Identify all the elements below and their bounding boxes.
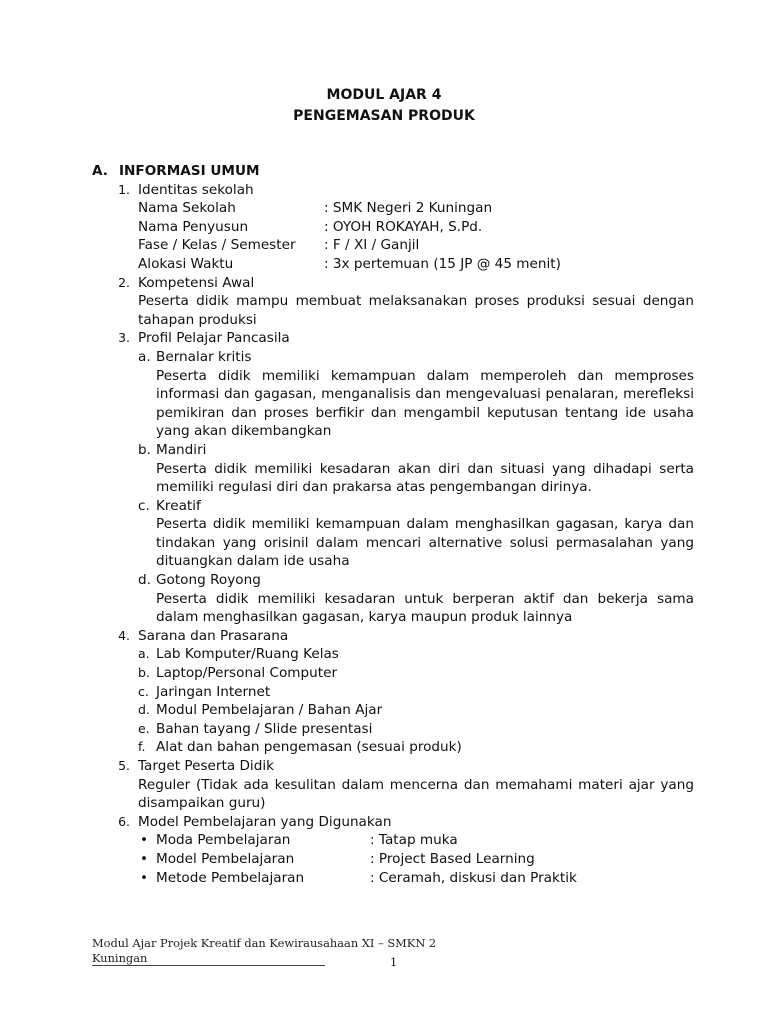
item-title: Profil Pelajar Pancasila xyxy=(138,330,290,347)
sub-item-paragraph: Peserta didik memiliki kesadaran akan diri dan situasi yang dihadapi serta memiliki regulasi diri dan prakarsa atas pengembangan dirinya. xyxy=(156,460,694,496)
facility-text: Lab Komputer/Ruang Kelas xyxy=(156,646,339,663)
sub-item-title: Bernalar kritis xyxy=(156,348,252,365)
info-row xyxy=(92,236,694,255)
sub-item xyxy=(92,497,694,516)
sub-item xyxy=(92,348,694,367)
item-title: Model Pembelajaran yang Digunakan xyxy=(138,813,392,830)
info-key: Nama Penyusun xyxy=(138,218,249,235)
page-number: 1 xyxy=(390,955,398,969)
facility-text: Jaringan Internet xyxy=(156,683,271,700)
item-number: 5. xyxy=(118,758,130,773)
item-title: Kompetensi Awal xyxy=(138,274,255,291)
footer-divider xyxy=(92,965,325,966)
facility-item xyxy=(92,683,694,702)
sub-item-marker: c. xyxy=(138,497,150,514)
facility-text: Alat dan bahan pengemasan (sesuai produk) xyxy=(156,739,462,756)
item-number: 3. xyxy=(118,330,130,346)
list-item-kompetensi xyxy=(92,274,694,293)
document-subtitle: PENGEMASAN PRODUK xyxy=(293,108,475,124)
facility-marker: f. xyxy=(138,739,146,755)
bullet-icon: • xyxy=(140,832,149,849)
list-item-model xyxy=(92,813,694,832)
item-number: 1. xyxy=(118,181,130,197)
facility-marker: d. xyxy=(138,702,150,718)
info-value: : F / XI / Ganjil xyxy=(324,237,420,254)
facility-text: Laptop/Personal Computer xyxy=(156,665,338,682)
section-heading xyxy=(92,162,694,181)
sub-item-paragraph: Peserta didik memiliki kemampuan dalam memperoleh dan memproses informasi dan gagasan, menganalisis dan mengevaluasi penalaran, merefleksi pemikiran dan proses berfikir dan mengambil keputusan tentang ide usaha yang akan dikembangkan xyxy=(156,367,694,440)
list-item-target xyxy=(92,757,694,776)
item-paragraph: Peserta didik mampu membuat melaksanakan proses produksi sesuai dengan tahapan produksi xyxy=(138,293,694,328)
bullet-row xyxy=(92,869,694,888)
sub-item xyxy=(92,571,694,590)
facility-item xyxy=(92,645,694,664)
item-title: Sarana dan Prasarana xyxy=(138,627,289,644)
bullet-value: : Ceramah, diskusi dan Praktik xyxy=(370,869,577,886)
info-value: : OYOH ROKAYAH, S.Pd. xyxy=(324,218,483,235)
item-paragraph: Reguler (Tidak ada kesulitan dalam mencerna dan memahami materi ajar yang disampaikan guru) xyxy=(138,776,694,812)
list-item-sarana xyxy=(92,627,694,646)
info-key: Fase / Kelas / Semester xyxy=(138,237,296,254)
section-marker: A. xyxy=(92,163,108,179)
facility-marker: b. xyxy=(138,665,150,681)
facility-text: Modul Pembelajaran / Bahan Ajar xyxy=(156,702,383,719)
document-body xyxy=(92,162,694,887)
list-item-profil xyxy=(92,329,694,348)
list-item-identitas xyxy=(92,181,694,200)
page-footer: Modul Ajar Projek Kreatif dan Kewirausahaan XI – SMKN 2 Kuningan xyxy=(92,936,437,965)
item-title: Identitas sekolah xyxy=(138,181,254,198)
facility-marker: a. xyxy=(138,646,150,662)
document-title: MODUL AJAR 4 xyxy=(326,87,442,103)
bullet-row xyxy=(92,831,694,850)
sub-item-title: Mandiri xyxy=(156,441,207,458)
sub-item-paragraph: Peserta didik memiliki kesadaran untuk berperan aktif dan bekerja sama dalam menghasilkan gagasan, karya maupun produk lainnya xyxy=(156,590,694,626)
item-number: 4. xyxy=(118,627,130,643)
facility-text: Bahan tayang / Slide presentasi xyxy=(156,720,373,737)
bullet-icon: • xyxy=(140,869,149,886)
facility-marker: e. xyxy=(138,720,150,736)
bullet-value: : Tatap muka xyxy=(370,832,458,849)
facility-item xyxy=(92,738,694,757)
info-row xyxy=(92,218,694,237)
sub-item xyxy=(92,441,694,460)
info-row xyxy=(92,199,694,218)
facility-marker: c. xyxy=(138,683,149,699)
info-key: Alokasi Waktu xyxy=(138,255,234,272)
info-value: : SMK Negeri 2 Kuningan xyxy=(324,200,493,217)
facility-item xyxy=(92,664,694,683)
sub-item-marker: a. xyxy=(138,348,151,365)
info-key: Nama Sekolah xyxy=(138,200,236,217)
bullet-key: Metode Pembelajaran xyxy=(156,869,305,886)
facility-item xyxy=(92,701,694,720)
sub-item-title: Kreatif xyxy=(156,497,201,514)
info-value: : 3x pertemuan (15 JP @ 45 menit) xyxy=(324,255,561,272)
sub-item-marker: b. xyxy=(138,441,151,458)
bullet-icon: • xyxy=(140,850,149,867)
section-title: INFORMASI UMUM xyxy=(119,163,260,179)
bullet-key: Model Pembelajaran xyxy=(156,850,295,867)
item-title: Target Peserta Didik xyxy=(138,758,274,774)
sub-item-paragraph: Peserta didik memiliki kemampuan dalam menghasilkan gagasan, karya dan tindakan yang orisinil dalam mencari alternative solusi permasalahan yang dituangkan dalam ide usaha xyxy=(156,516,694,570)
bullet-row xyxy=(92,850,694,869)
sub-item-marker: d. xyxy=(138,572,151,589)
sub-item-title: Gotong Royong xyxy=(156,572,261,589)
bullet-value: : Project Based Learning xyxy=(370,850,535,867)
item-number: 6. xyxy=(118,813,130,829)
item-number: 2. xyxy=(118,274,130,290)
info-row xyxy=(92,255,694,274)
bullet-key: Moda Pembelajaran xyxy=(156,832,291,849)
facility-item xyxy=(92,720,694,739)
